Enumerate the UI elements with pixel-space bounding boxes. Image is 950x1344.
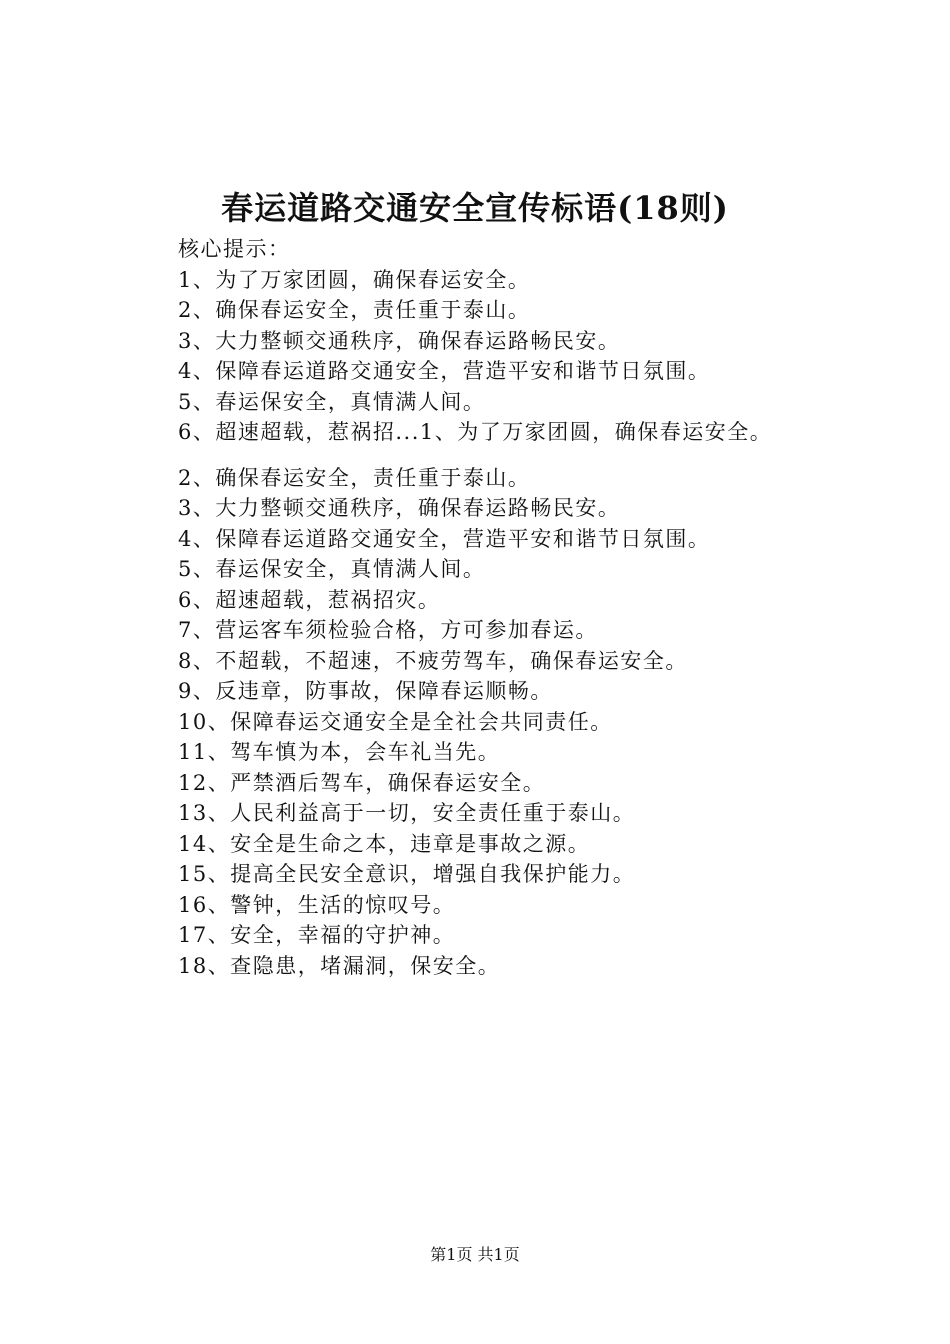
- page-footer: 第1页 共1页: [430, 1245, 520, 1264]
- summary-line: 5、春运保安全，真情满人间。: [178, 389, 486, 414]
- slogan-line: 12、严禁酒后驾车，确保春运安全。: [178, 770, 546, 795]
- summary-line: 2、确保春运安全，责任重于泰山。: [178, 298, 531, 322]
- document-body: [178, 234, 938, 981]
- slogan-line: 16、警钟，生活的惊叹号。: [178, 892, 456, 917]
- slogan-line: 8、不超载，不超速，不疲劳驾车，确保春运安全。: [178, 648, 688, 673]
- slogan-line: 9、反违章，防事故，保障春运顺畅。: [178, 679, 553, 703]
- summary-line: 1、为了万家团圆，确保春运安全。: [178, 267, 531, 292]
- slogan-line: 4、保障春运道路交通安全，营造平安和谐节日氛围。: [178, 526, 711, 551]
- summary-line: 6、超速超载，惹祸招...1、为了万家团圆，确保春运安全。: [178, 420, 773, 444]
- slogan-line: 3、大力整顿交通秩序，确保春运路畅民安。: [178, 496, 621, 520]
- paragraph-gap: [178, 448, 938, 463]
- slogan-line: 2、确保春运安全，责任重于泰山。: [178, 465, 531, 490]
- slogan-line: 7、营运客车须检验合格，方可参加春运。: [178, 618, 598, 642]
- slogan-line: 10、保障春运交通安全是全社会共同责任。: [178, 709, 613, 734]
- slogan-line: 17、安全，幸福的守护神。: [178, 923, 456, 947]
- slogan-line: 11、驾车慎为本，会车礼当先。: [178, 740, 501, 764]
- slogan-line: 6、超速超载，惹祸招灾。: [178, 587, 441, 612]
- document-title: 春运道路交通安全宣传标语(18则): [221, 189, 729, 227]
- summary-line: 4、保障春运道路交通安全，营造平安和谐节日氛围。: [178, 359, 711, 383]
- intro-line: 核心提示：: [178, 237, 291, 261]
- slogan-line: 5、春运保安全，真情满人间。: [178, 557, 486, 581]
- slogan-line: 18、查隐患，堵漏洞，保安全。: [178, 953, 501, 978]
- slogan-line: 13、人民利益高于一切，安全责任重于泰山。: [178, 801, 636, 825]
- summary-line: 3、大力整顿交通秩序，确保春运路畅民安。: [178, 328, 621, 353]
- slogan-line: 15、提高全民安全意识，增强自我保护能力。: [178, 862, 636, 886]
- slogan-line: 14、安全是生命之本，违章是事故之源。: [178, 831, 591, 856]
